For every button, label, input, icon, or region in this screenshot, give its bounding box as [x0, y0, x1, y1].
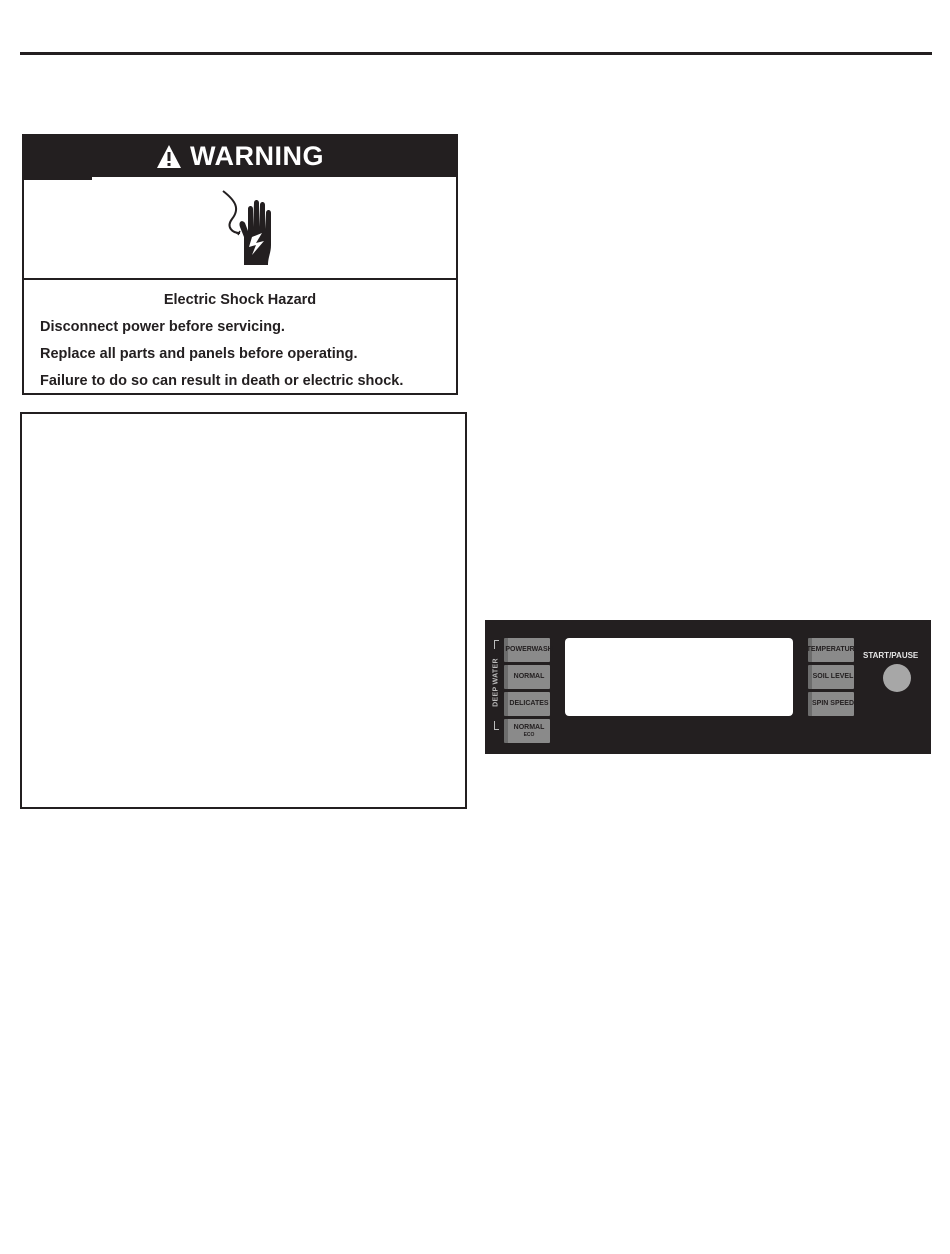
- bracket-bottom: [494, 721, 499, 730]
- warning-title: WARNING: [190, 141, 324, 171]
- warning-triangle-icon: [156, 144, 182, 170]
- option-button-spin-speed[interactable]: [808, 692, 854, 716]
- option-button-label: SPIN SPEED: [812, 700, 855, 707]
- start-pause-button[interactable]: [883, 664, 911, 692]
- deep-water-label: DEEP WATER: [492, 658, 500, 707]
- top-rule: [20, 52, 932, 55]
- cycle-button-delicates[interactable]: [504, 692, 550, 716]
- electric-shock-hand-icon: [218, 187, 278, 267]
- display-screen: [565, 638, 793, 716]
- deep-water-indicator: [489, 640, 503, 730]
- cycle-button-normal-eco[interactable]: [504, 719, 550, 743]
- cycle-button-normal[interactable]: [504, 665, 550, 689]
- warning-line: Replace all parts and panels before operating.: [40, 346, 358, 362]
- option-button-label: SOIL LEVEL: [812, 673, 854, 680]
- cycle-button-label: DELICATES: [509, 700, 549, 707]
- bracket-top: [494, 640, 499, 649]
- cycle-button-label: NORMAL: [513, 724, 545, 731]
- control-panel: [485, 620, 931, 754]
- start-pause-label: START/PAUSE: [863, 651, 919, 660]
- cycle-button-label: POWERWASH: [505, 646, 553, 653]
- warning-line: Failure to do so can result in death or electric shock.: [40, 373, 404, 389]
- cycle-button-sublabel: ECO: [523, 732, 535, 738]
- warning-box: [22, 134, 458, 395]
- warning-pictogram: [24, 177, 456, 280]
- option-button-label: TEMPERATURE: [806, 646, 860, 653]
- hazard-title: Electric Shock Hazard: [163, 292, 317, 308]
- header-underline: [24, 177, 92, 180]
- warning-line: Disconnect power before servicing.: [40, 319, 285, 335]
- option-button-temperature[interactable]: [806, 638, 860, 662]
- cycle-button-label: NORMAL: [513, 673, 545, 680]
- cycle-button-powerwash[interactable]: [504, 638, 553, 662]
- warning-header: [24, 136, 456, 177]
- warning-text: [24, 280, 456, 389]
- option-button-soil-level[interactable]: [808, 665, 854, 689]
- empty-text-box: [20, 412, 467, 809]
